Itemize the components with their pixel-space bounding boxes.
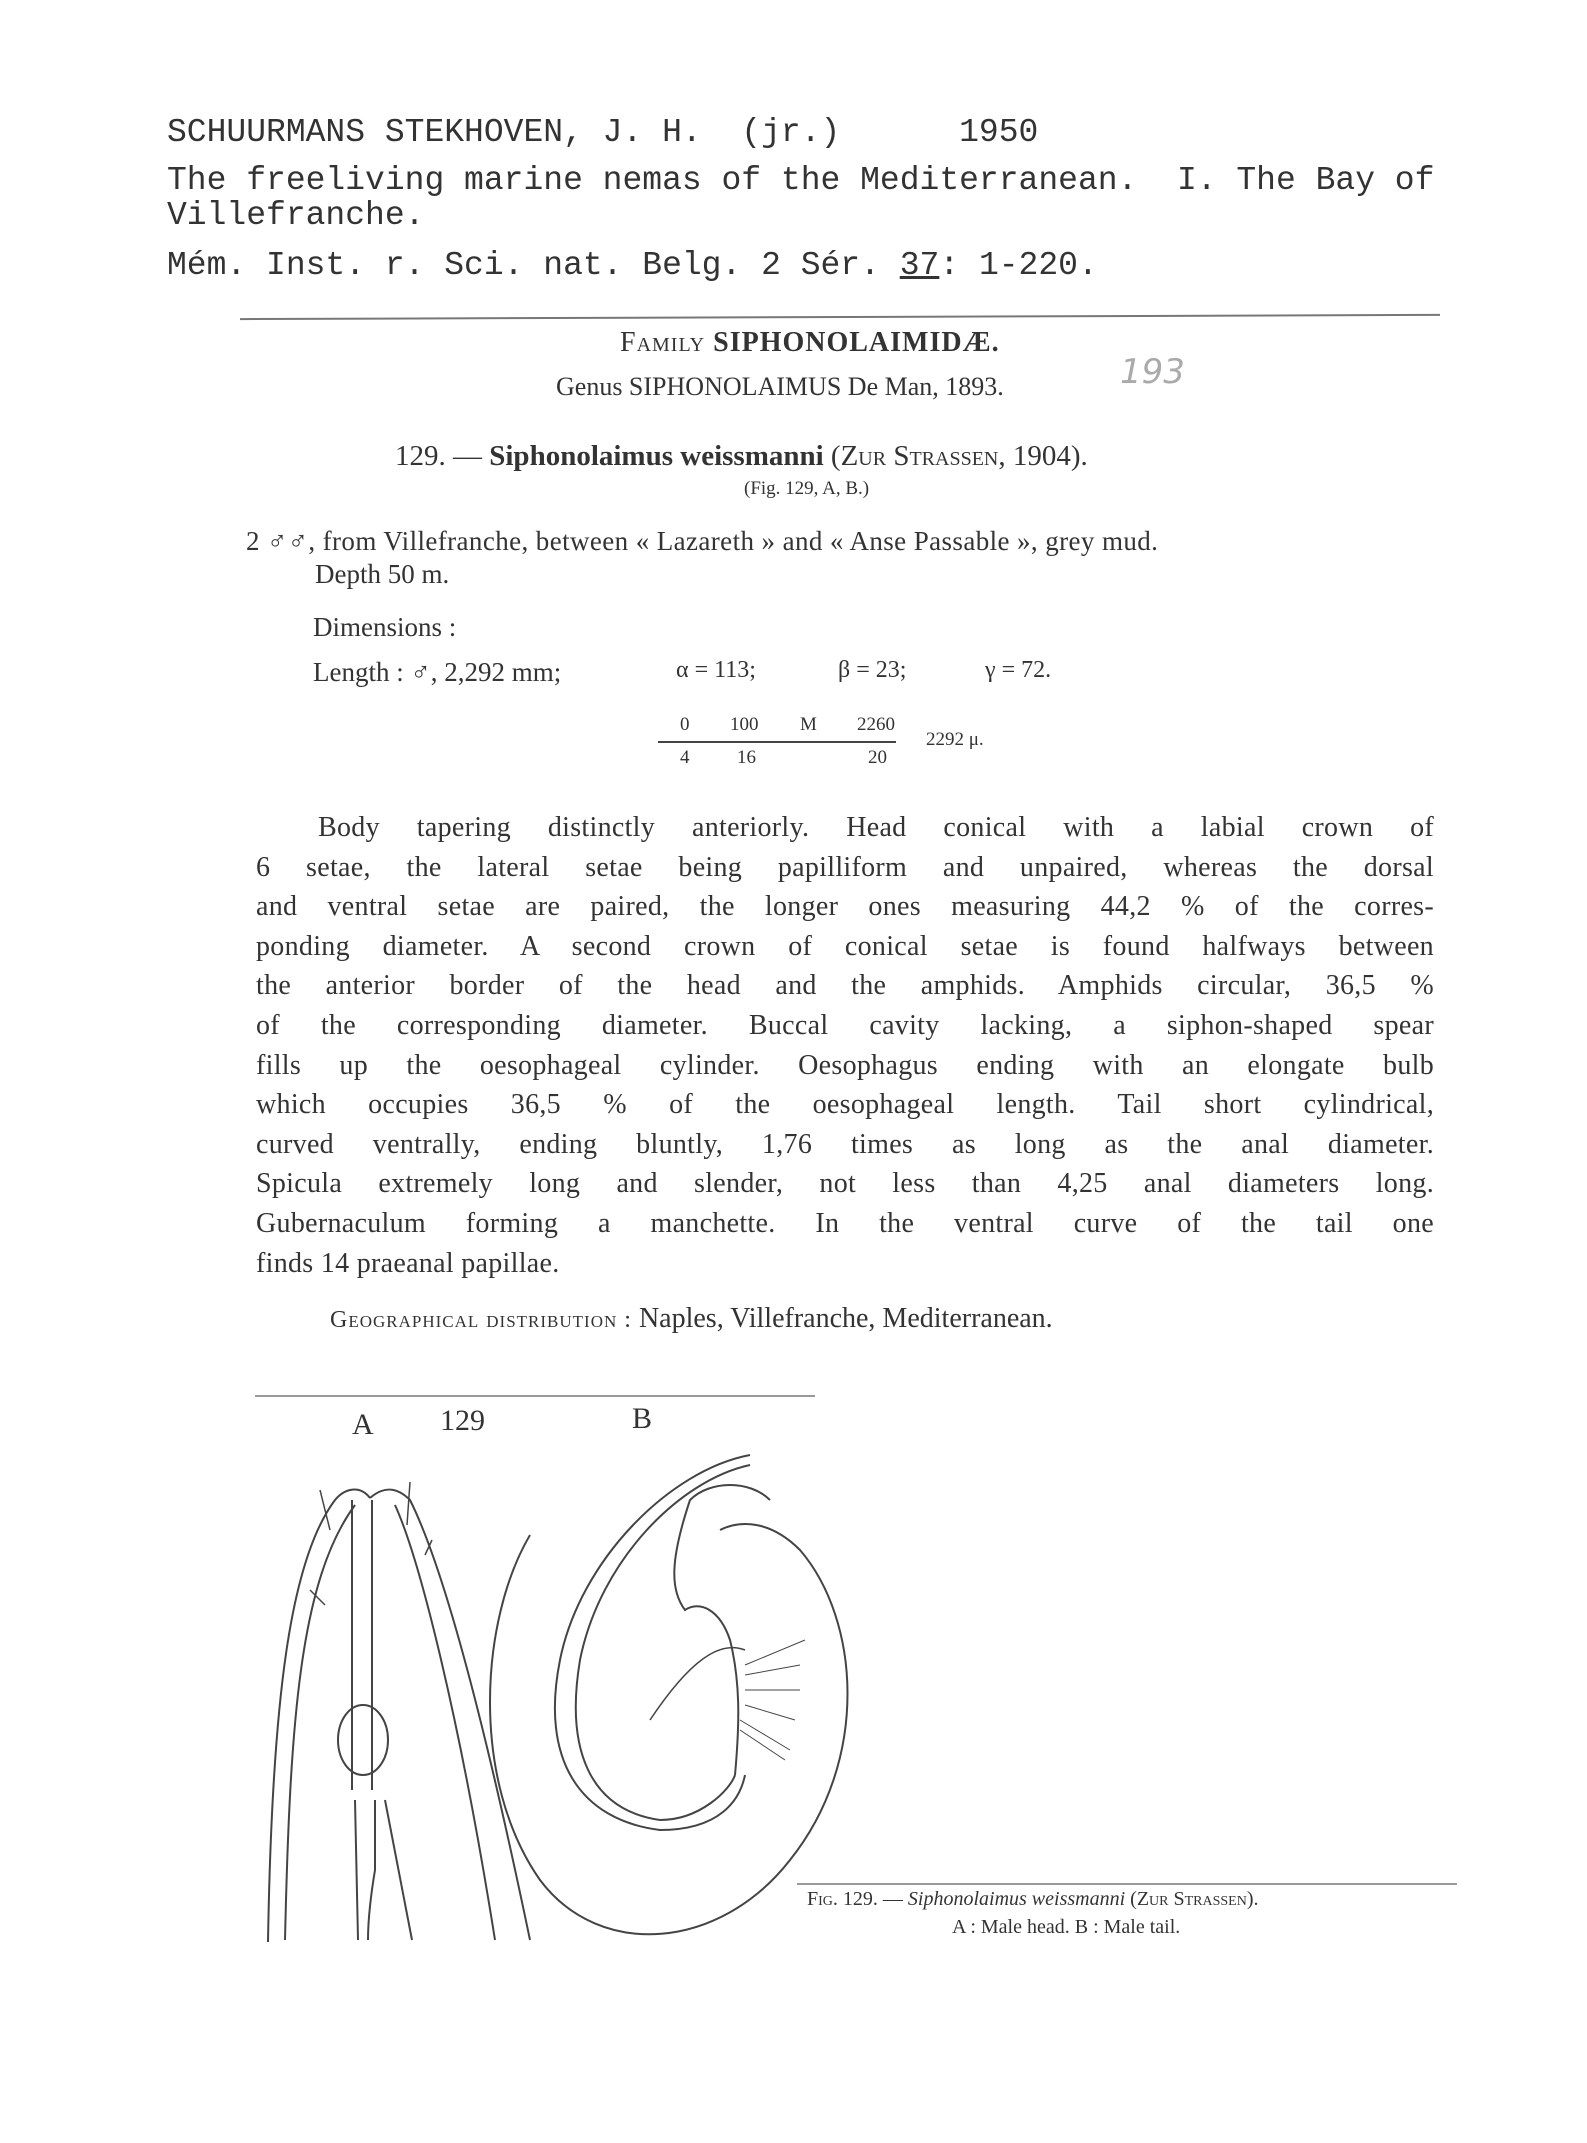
species-author: (Zur Strassen, 1904). xyxy=(830,440,1088,472)
figure-label-b: B xyxy=(632,1402,653,1435)
description-line: fills up the oesophageal cylinder. Oesophagus ending with an elongate bulb xyxy=(256,1050,1434,1081)
figure-number: 129 xyxy=(440,1404,485,1437)
caption-author: (Zur Strassen). xyxy=(1130,1888,1259,1910)
description-line: which occupies 36,5 % of the oesophageal length. Tail short cylindrical, xyxy=(256,1089,1434,1120)
journal-volume: 37 xyxy=(899,247,940,284)
description-line: Gubernaculum forming a manchette. In the ventral curve of the tail one xyxy=(256,1208,1434,1239)
journal-name: Mém. Inst. r. Sci. nat. Belg. 2 Sér. xyxy=(167,247,900,284)
figure-reference: (Fig. 129, A, B.) xyxy=(744,478,870,499)
species-name: Siphonolaimus weissmanni xyxy=(489,440,824,472)
figure-caption-line-2: A : Male head. B : Male tail. xyxy=(952,1916,1181,1938)
family-label: Family xyxy=(620,327,706,358)
description-line: Spicula extremely long and slender, not less than 4,25 anal diameters long. xyxy=(256,1168,1434,1199)
formula-top: 2260 xyxy=(857,714,895,735)
distribution-label: Geographical distribution : xyxy=(330,1307,632,1333)
beta-value: β = 23; xyxy=(838,657,907,683)
alpha-value: α = 113; xyxy=(676,657,756,683)
material-line-2: Depth 50 m. xyxy=(315,559,450,589)
formula-top: 0 xyxy=(680,714,690,735)
formula-top: 100 xyxy=(730,714,759,735)
description-line: curved ventrally, ending bluntly, 1,76 times as long as the anal diameter. xyxy=(256,1129,1434,1160)
male-tail-drawing xyxy=(490,1455,848,1934)
journal-pages: : 1-220. xyxy=(939,247,1098,284)
citation-author: SCHUURMANS STEKHOVEN, J. H. (jr.) 1950 xyxy=(167,114,1039,151)
formula-total: 2292 μ. xyxy=(926,729,984,750)
formula-bottom: 4 xyxy=(680,747,690,768)
formula-top: M xyxy=(800,714,817,735)
formula-bottom: 20 xyxy=(868,747,887,768)
caption-prefix: Fig. 129. — xyxy=(807,1888,903,1910)
citation-title-1: The freeliving marine nemas of the Mediterranean. I. The Bay of xyxy=(167,162,1435,199)
handwritten-page-number: 193 xyxy=(1120,352,1185,392)
dimensions-label: Dimensions : xyxy=(313,612,457,642)
genus-line: Genus SIPHONOLAIMUS De Man, 1893. xyxy=(556,372,1004,401)
length-value: Length : ♂, 2,292 mm; xyxy=(313,657,562,687)
citation-title-2: Villefranche. xyxy=(167,197,425,234)
figure-caption xyxy=(807,1888,1259,1911)
gamma-value: γ = 72. xyxy=(985,657,1052,683)
description-line: and ventral setae are paired, the longer ones measuring 44,2 % of the corres- xyxy=(256,891,1434,922)
description-line: Body tapering distinctly anteriorly. Head conical with a labial crown of xyxy=(318,812,1434,843)
caption-species: Siphonolaimus weissmanni xyxy=(907,1888,1126,1910)
description-line: finds 14 praeanal papillae. xyxy=(256,1248,560,1279)
distribution-value: Naples, Villefranche, Mediterranean. xyxy=(638,1303,1053,1334)
formula-bottom: 16 xyxy=(737,747,756,768)
family-name: SIPHONOLAIMIDÆ. xyxy=(713,327,1000,358)
caption-rule xyxy=(797,1883,1457,1885)
description-line: of the corresponding diameter. Buccal cavity lacking, a siphon-shaped spear xyxy=(256,1010,1434,1041)
figure-label-a: A xyxy=(352,1408,374,1441)
species-number: 129. — xyxy=(395,440,482,472)
material-line-1: 2 ♂♂, from Villefranche, between « Lazareth » and « Anse Passable », grey mud. xyxy=(246,526,1159,556)
description-line: ponding diameter. A second crown of conical setae is found halfways between xyxy=(256,931,1434,962)
description-line: 6 setae, the lateral setae being papilliform and unpaired, whereas the dorsal xyxy=(256,852,1434,883)
description-line: the anterior border of the head and the amphids. Amphids circular, 36,5 % xyxy=(256,970,1434,1001)
